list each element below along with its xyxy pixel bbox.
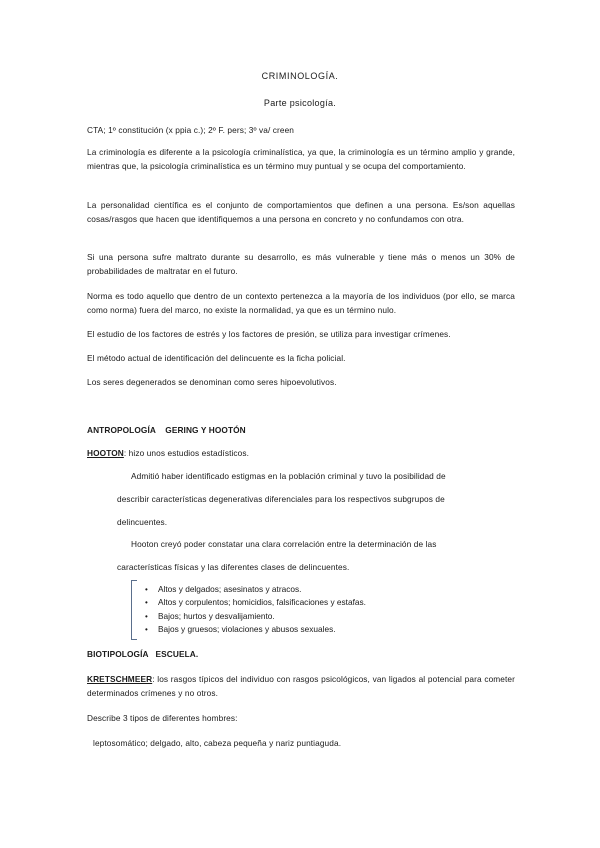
paragraph-abuse: Si una persona sufre maltrato durante su desarrollo, es más vulnerable y tiene más o menos un 30% de probabilidades de maltratar en el futuro.	[87, 252, 515, 276]
list-item: • Altos y corpulentos; homicidios, falsificaciones y estafas.	[128, 596, 366, 609]
kretschmeer-text: : los rasgos típicos del individuo con rasgos psicológicos, van ligados al potencial para cometer determinados crímenes y no otros.	[87, 674, 515, 698]
hooton-bullet-list	[128, 583, 366, 637]
paragraph-norm: Norma es todo aquello que dentro de un contexto pertenezca a la mayoría de los individuos (por ello, se marca como norma) fuera del marco, no existe la normalidad, ya que es un término nulo.	[87, 291, 515, 315]
hooton-label: HOOTON	[87, 448, 124, 458]
paragraph-criminology: La criminología es diferente a la psicología criminalística, ya que, la criminología es un término amplio y grande, mientras que, la psicología criminalística es un término muy puntual y se ocupa del comportamiento.	[87, 147, 515, 171]
hooton-p2-line2: características físicas y las diferentes clases de delincuentes.	[117, 562, 350, 572]
kretschmeer-paragraph	[87, 673, 515, 700]
paragraph-stress: El estudio de los factores de estrés y los factores de presión, se utiliza para investigar crímenes.	[87, 329, 451, 339]
cta-line: CTA; 1º constitución (x ppia c.); 2º F. pers; 3º va/ creen	[87, 125, 295, 135]
document-title: CRIMINOLOGÍA.	[261, 71, 339, 81]
hooton-p1-line3: delincuentes.	[117, 517, 168, 527]
hooton-intro-text: : hizo unos estudios estadísticos.	[123, 448, 250, 458]
bullet-icon: •	[145, 598, 148, 608]
hooton-intro	[87, 447, 515, 461]
list-item: • Altos y delgados; asesinatos y atracos.	[128, 583, 366, 596]
list-item: • Bajos; hurtos y desvalijamiento.	[128, 610, 366, 623]
section-anthropology-heading: ANTROPOLOGÍA GERING Y HOOTÓN	[87, 425, 246, 435]
document-subtitle: Parte psicología.	[263, 98, 337, 108]
leptosomatic-line: leptosomático; delgado, alto, cabeza pequeña y nariz puntiaguda.	[93, 738, 342, 748]
kretschmeer-label: KRETSCHMEER	[87, 674, 153, 684]
bullet-icon: •	[145, 585, 148, 594]
bullet-icon: •	[145, 611, 148, 621]
hooton-p2-line1: Hooton creyó poder constatar una clara correlación entre la determinación de las	[131, 539, 437, 549]
describe-line: Describe 3 tipos de diferentes hombres:	[87, 713, 238, 723]
hooton-p1-line1: Admitió haber identificado estigmas en la población criminal y tuvo la posibilidad de	[131, 471, 446, 481]
paragraph-identification: El método actual de identificación del delincuente es la ficha policial.	[87, 353, 346, 363]
hooton-p1-line2: describir características degenerativas diferenciales para los respectivos subgrupos de	[117, 494, 445, 504]
section-biotypology-heading: BIOTIPOLOGÍA ESCUELA.	[87, 649, 199, 659]
bullet-icon: •	[145, 625, 148, 635]
paragraph-degenerate: Los seres degenerados se denominan como seres hipoevolutivos.	[87, 377, 337, 387]
list-item: • Bajos y gruesos; violaciones y abusos sexuales.	[128, 623, 366, 636]
paragraph-personality: La personalidad científica es el conjunto de comportamientos que definen a una persona. Es/son aquellas cosas/rasgos que hacen que identifiquemos a una persona en concreto y no confundamos con otra.	[87, 200, 515, 224]
